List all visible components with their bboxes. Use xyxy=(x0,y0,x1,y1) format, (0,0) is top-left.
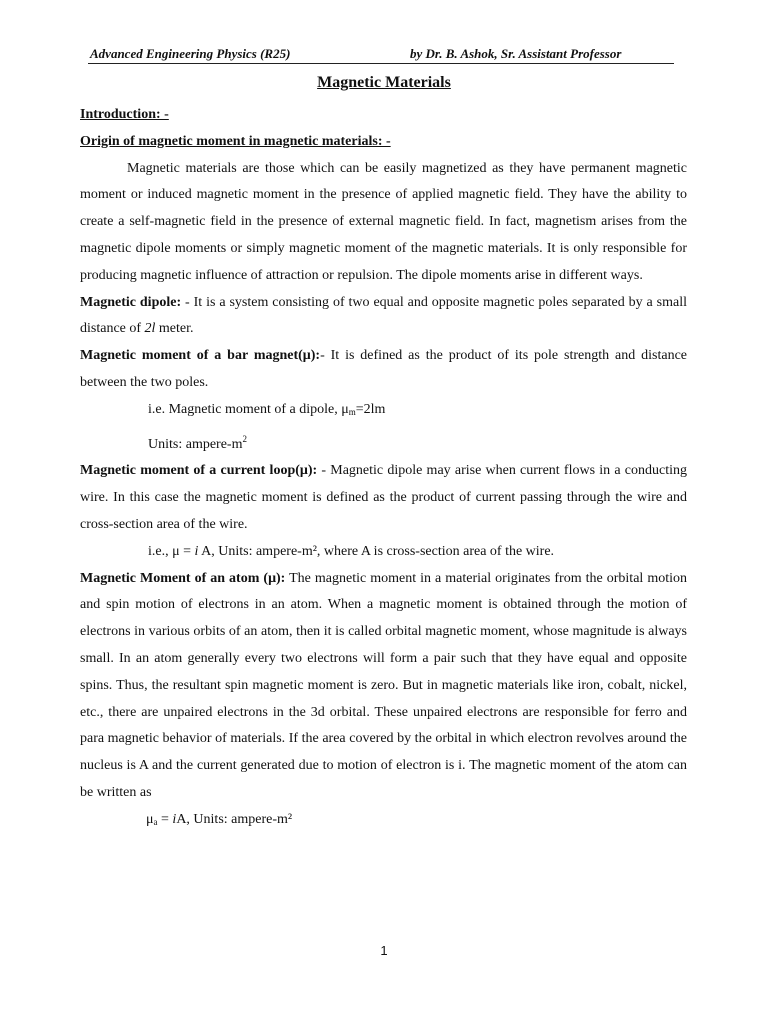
bar-magnet-units xyxy=(80,426,687,459)
intro-paragraph: Magnetic materials are those which can be easily magnetized as they have permanent magnetic moment or induced magnetic moment in the presence of applied magnetic field. They have the ability to create a self-magnetic field in the presence of external magnetic field. In fact, magnetism arises from the magnetic dipole moments or simply magnetic moment of the magnetic materials. It is only responsible for producing magnetic influence of attraction or repulsion. The dipole moments arise in different ways. xyxy=(80,160,687,283)
page-header xyxy=(88,46,674,64)
atom-formula-eq: = xyxy=(157,811,173,827)
bar-magnet-term: Magnetic moment of a bar magnet(μ): xyxy=(80,348,321,364)
bar-magnet-paragraph xyxy=(80,343,687,397)
dipole-paragraph xyxy=(80,290,687,344)
current-loop-formula-b: A, Units: ampere-m², where A is cross-section area of the wire. xyxy=(198,543,555,559)
page-number: 1 xyxy=(380,943,388,958)
origin-heading: Origin of magnetic moment in magnetic materials: - xyxy=(80,133,391,149)
bar-magnet-formula-prefix: i.e. Magnetic moment of a dipole, μ xyxy=(148,401,349,417)
current-loop-text: - Magnetic dipole may arise when current flows in a conducting wire. In this case the magnetic moment is defined as the product of current passing through the wire and cross-section area of the wire. xyxy=(80,463,687,532)
bar-magnet-units-prefix: Units: ampere-m xyxy=(148,436,243,452)
introduction-heading: Introduction: - xyxy=(80,107,169,122)
atom-formula-mu: μ xyxy=(146,811,154,827)
current-loop-term: Magnetic moment of a current loop(μ): xyxy=(80,463,318,479)
atom-formula xyxy=(80,807,687,836)
header-course-title: Advanced Engineering Physics (R25) xyxy=(90,46,291,61)
bar-magnet-text: - It is defined as the product of its pole strength and distance between the two poles. xyxy=(80,348,687,390)
current-loop-formula-a: i.e., μ = xyxy=(148,543,195,559)
atom-text: The magnetic moment in a material originates from the orbital motion and spin motion of electrons in an atom. When a magnetic moment is obtained through the motion of electrons in various orbits of an atom, then it is called orbital magnetic moment, whose magnitude is always small. In an atom generally every two electrons will form a pair such that they have equal and opposite spins. Thus, the resultant spin magnetic moment is zero. But in magnetic materials like iron, cobalt, nickel, etc., there are unpaired electrons in the 3d orbital. These unpaired electrons are responsible for ferro and para magnetic behavior of materials. If the area covered by the orbital in which electron revolves around the nucleus is A and the current generated due to motion of electron is i. The magnetic moment of the atom can be written as xyxy=(80,570,687,800)
page-title: Magnetic Materials xyxy=(317,74,451,91)
document-body xyxy=(80,102,687,836)
bar-magnet-formula-sub: m xyxy=(348,406,356,417)
atom-formula-rest: A, Units: ampere-m² xyxy=(176,811,293,827)
current-loop-formula-i: i xyxy=(194,543,199,559)
header-author: by Dr. B. Ashok, Sr. Assistant Professor xyxy=(410,46,622,61)
current-loop-formula xyxy=(80,539,687,566)
current-loop-paragraph xyxy=(80,458,687,538)
dipole-distance: 2l xyxy=(144,321,156,337)
bar-magnet-units-sup: 2 xyxy=(242,433,247,444)
bar-magnet-formula-rest: =2lm xyxy=(355,401,386,417)
atom-formula-sub: a xyxy=(153,816,158,827)
atom-formula-i: i xyxy=(172,811,177,827)
dipole-term: Magnetic dipole: xyxy=(80,294,182,310)
atom-paragraph xyxy=(80,566,687,807)
dipole-text: - It is a system consisting of two equal and opposite magnetic poles separated by a small distance of xyxy=(80,294,687,337)
dipole-tail: meter. xyxy=(155,321,194,337)
bar-magnet-formula xyxy=(80,397,687,426)
atom-term: Magnetic Moment of an atom (μ): xyxy=(80,570,286,586)
